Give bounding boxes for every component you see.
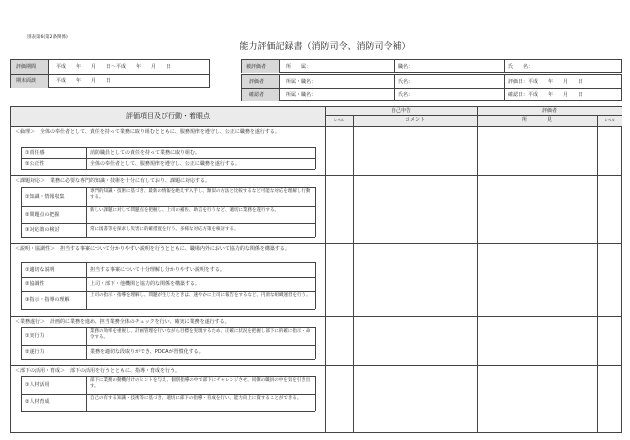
evaluatee-name[interactable]: 氏 名：: [508, 64, 534, 70]
item-name: ①人材活用: [25, 382, 50, 388]
page-title: 能力評価記録書（消防司令、消防司令補）: [239, 42, 411, 52]
evaluator-date[interactable]: 評価日：平成 年 月 日: [508, 79, 584, 85]
item-name: ①実行力: [25, 333, 45, 339]
opinion-header: 所 見: [521, 117, 552, 123]
section-title-subordinates: ＜部下の活用・育成＞ 部下の活用を行うとともに、指導・育成を行う。: [15, 368, 181, 374]
evaluation-table: [10, 106, 622, 433]
confirmer-label: 確認者: [249, 92, 265, 98]
confirmer-affil-pos[interactable]: 所属・職名：: [286, 92, 317, 98]
item-desc: 上司の指示・指導を理解し、問題が生じたときは、速やかに上司に報告をするなど、円滑な組織運営を行う。: [90, 293, 311, 298]
evaluatee-label: 被評価者: [246, 64, 267, 70]
evaluator-label: 評価者: [249, 79, 265, 85]
item-desc: 全体の奉仕者として、服務規律を遵守し、公正に職務を遂行する。: [90, 161, 240, 167]
evaluator-block: [241, 74, 622, 101]
item-name: ②人材育成: [25, 399, 50, 405]
items-header: 評価項目及び行動・着眼点: [126, 112, 210, 120]
period-value[interactable]: 平成 年 月 日〜平成 年 月 日: [56, 64, 172, 70]
item-desc: 部下に業務の動機付けのヒントを与え、個別指導の中で部下にチャレンジさせ、同僚の職員の中を気を引き出す。: [90, 378, 311, 389]
end-date-label: 期末面談: [16, 78, 37, 84]
item-name: ②遂行力: [25, 349, 45, 355]
item-desc: 自己の有する知識・技術等に基づき、適切に部下の指導・育成を行い、能力向上に資することができる。: [90, 396, 302, 401]
self-report-header: 自己申告: [390, 108, 411, 114]
evaluator-affil-pos[interactable]: 所属・職名：: [286, 79, 317, 85]
self-level-header: レベル: [333, 118, 345, 122]
item-name: ③対応策の検討: [25, 227, 60, 233]
item-desc: 業務を適切な段取りができ、PDCAが習慣化する。: [90, 349, 204, 355]
item-desc: 新しい課題に対して問題点を把握し、上司の補佐、助言を行うなど、適切に業務を遂行する。: [90, 208, 279, 213]
confirmer-date[interactable]: 確認日：平成 年 月 日: [508, 92, 584, 98]
item-name: ②公正性: [25, 161, 45, 167]
item-name: ②協調性: [25, 281, 45, 287]
period-label: 評価期間: [16, 64, 37, 70]
item-desc: 消防職員としての責任を持って業務に取り組む。: [90, 150, 201, 156]
comment-header: コメント: [404, 117, 425, 123]
section-title-ethics: ＜倫理＞ 全体の奉仕者として、責任を持って業務に取り組むとともに、服務規律を遵守し、公正に職務を遂行する。: [15, 129, 280, 135]
confirmer-name[interactable]: 氏名：: [398, 92, 414, 98]
end-date-value[interactable]: 平成 年 月 日: [56, 78, 112, 84]
item-desc: 上司・部下・他機関と協力的な関係を構築する。: [90, 281, 201, 287]
item-name: ①知識・情報収集: [25, 194, 65, 200]
period-block: [10, 59, 210, 88]
form-number: 別表第6(第2条関係): [27, 35, 68, 40]
section-title-issue: ＜課題対応＞ 業務に必要な専門的知識・技術を十分に有しており、課題に対応する。: [15, 178, 211, 184]
section-title-explain: ＜説明・協調性＞ 担当する事案について分かりやすい説明を行うとともに、職場内外において協力的な関係を構築する。: [15, 246, 290, 252]
item-desc: 担当する事案について十分理解し分かりやすい説明をする。: [90, 267, 225, 273]
section-title-execution: ＜業務遂行＞ 計画的に業務を進め、担当業務全体のチェックを行い、確実に業務を遂行する。: [15, 319, 230, 325]
evaluatee-position[interactable]: 職名：: [398, 64, 414, 70]
item-desc: 専門的知識・技術に基づき、最新の情報を絶えず入手し、類似の方法と比較するなど可能な対応を理解し行動する。: [90, 189, 311, 200]
item-name: ③指示・指導の理解: [25, 297, 70, 303]
eval-level-header: レベル: [604, 118, 615, 122]
evaluatee-block: [241, 59, 622, 73]
item-name: ①適切な説明: [25, 267, 55, 273]
item-desc: 常に図書等を探求し災害に的確措置を行う。多様な対応方策を検討する。: [90, 227, 239, 232]
evaluator-name[interactable]: 氏名：: [398, 79, 414, 85]
item-name: ②問題点の把握: [25, 212, 60, 218]
item-desc: 業務の効率を重視し、計画管理を行いながら目標を実現するため、正確に状況を把握し部下に的確に指示・命令する。: [90, 329, 311, 340]
evaluator-header: 評価者: [541, 108, 557, 114]
evaluatee-affiliation[interactable]: 所 属：: [286, 64, 312, 70]
item-name: ①責任感: [25, 150, 45, 156]
